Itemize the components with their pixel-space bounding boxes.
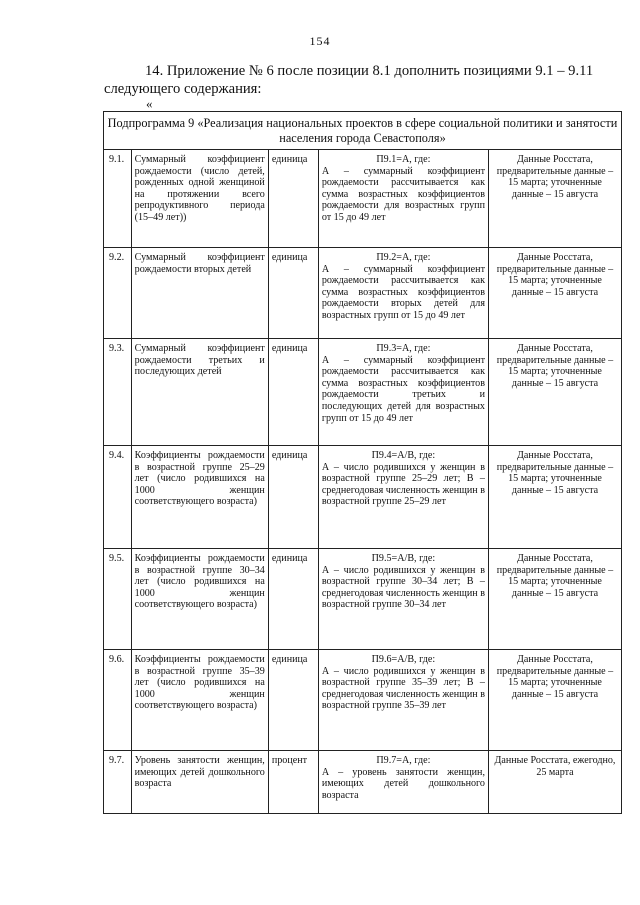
row-number: 9.1. [104, 150, 132, 248]
subprogram-table [103, 111, 622, 814]
table-row [104, 650, 622, 751]
formula-cell [318, 446, 488, 549]
table-header-row [104, 112, 622, 150]
page-number: 154 [309, 34, 331, 48]
row-number: 9.3. [104, 339, 132, 446]
table-row [104, 339, 622, 446]
table-row [104, 549, 622, 650]
indicator-name: Уровень занятости женщин, имеющих детей дошкольного возраста [131, 751, 268, 814]
row-number: 9.7. [104, 751, 132, 814]
intro-paragraph [104, 62, 622, 98]
row-number: 9.6. [104, 650, 132, 751]
formula: П9.1=А, где: [376, 154, 431, 165]
table-row [104, 150, 622, 248]
data-source: Данные Росстата, ежегодно, 25 марта [488, 751, 621, 814]
unit-of-measure: единица [268, 650, 318, 751]
unit-of-measure: единица [268, 150, 318, 248]
formula: П9.6=А/В, где: [371, 654, 436, 665]
formula-cell [318, 650, 488, 751]
unit-of-measure: единица [268, 549, 318, 650]
formula: П9.4=А/В, где: [371, 450, 436, 461]
indicator-name: Коэффициенты рождаемости в возрастной группе 30–34 лет (число родившихся на 1000 женщин соответствующего возраста) [131, 549, 268, 650]
formula-description: А – суммарный коэффициент рождаемости рассчитывается как сумма возрастных коэффициентов рождаемости третьих и последующих детей для возрастных групп от 15 до 49 лет [321, 354, 485, 424]
formula: П9.7=А, где: [376, 755, 431, 766]
formula-description: А – суммарный коэффициент рождаемости рассчитывается как сумма возрастных коэффициентов рождаемости для возрастных групп от 15 до 49 лет [321, 165, 485, 223]
data-source: Данные Росстата, предварительные данные – 15 марта; уточненные данные – 15 августа [488, 248, 621, 339]
unit-of-measure: единица [268, 339, 318, 446]
formula: П9.5=А/В, где: [371, 553, 436, 564]
formula: П9.3=А, где: [376, 343, 431, 354]
formula-cell [318, 751, 488, 814]
data-source: Данные Росстата, предварительные данные – 15 марта; уточненные данные – 15 августа [488, 650, 621, 751]
table-row [104, 248, 622, 339]
data-source: Данные Росстата, предварительные данные – 15 марта; уточненные данные – 15 августа [488, 549, 621, 650]
formula-cell [318, 248, 488, 339]
opening-quote: « [146, 96, 153, 111]
unit-of-measure: процент [268, 751, 318, 814]
formula-description: А – число родившихся у женщин в возрастной группе 35–39 лет; В – среднегодовая численность женщин в возрастной группе 35–39 лет [321, 665, 485, 712]
data-source: Данные Росстата, предварительные данные – 15 марта; уточненные данные – 15 августа [488, 339, 621, 446]
table-row [104, 751, 622, 814]
formula-description: А – уровень занятости женщин, имеющих детей дошкольного возраста [321, 766, 485, 801]
table-row [104, 446, 622, 549]
row-number: 9.4. [104, 446, 132, 549]
indicator-name: Коэффициенты рождаемости в возрастной группе 25–29 лет (число родившихся на 1000 женщин соответствующего возраста) [131, 446, 268, 549]
formula-description: А – число родившихся у женщин в возрастной группе 25–29 лет; В – среднегодовая численность женщин в возрастной группе 25–29 лет [321, 461, 485, 508]
formula-cell [318, 150, 488, 248]
indicator-name: Суммарный коэффициент рождаемости (число детей, рожденных одной женщиной на протяжении всего репродуктивного периода (15–49 лет)) [131, 150, 268, 248]
intro-line-2: следующего содержания: [104, 81, 262, 97]
formula: П9.2=А, где: [376, 252, 431, 263]
subprogram-title: Подпрограмма 9 «Реализация национальных проектов в сфере социальной политики и занятости населения города Севастополя» [104, 112, 622, 150]
row-number: 9.2. [104, 248, 132, 339]
indicator-name: Коэффициенты рождаемости в возрастной группе 35–39 лет (число родившихся на 1000 женщин соответствующего возраста) [131, 650, 268, 751]
intro-line-1: 14. Приложение № 6 после позиции 8.1 дополнить позициями 9.1 – 9.11 [145, 63, 594, 79]
unit-of-measure: единица [268, 446, 318, 549]
formula-description: А – суммарный коэффициент рождаемости рассчитывается как сумма возрастных коэффициентов рождаемости вторых детей для возрастных групп от 15 до 49 лет [321, 263, 485, 321]
data-source: Данные Росстата, предварительные данные – 15 марта; уточненные данные – 15 августа [488, 150, 621, 248]
formula-cell [318, 339, 488, 446]
indicator-name: Суммарный коэффициент рождаемости вторых детей [131, 248, 268, 339]
indicator-name: Суммарный коэффициент рождаемости третьих и последующих детей [131, 339, 268, 446]
formula-cell [318, 549, 488, 650]
row-number: 9.5. [104, 549, 132, 650]
unit-of-measure: единица [268, 248, 318, 339]
data-source: Данные Росстата, предварительные данные – 15 марта; уточненные данные – 15 августа [488, 446, 621, 549]
formula-description: А – число родившихся у женщин в возрастной группе 30–34 лет; В – среднегодовая численность женщин в возрастной группе 30–34 лет [321, 564, 485, 611]
